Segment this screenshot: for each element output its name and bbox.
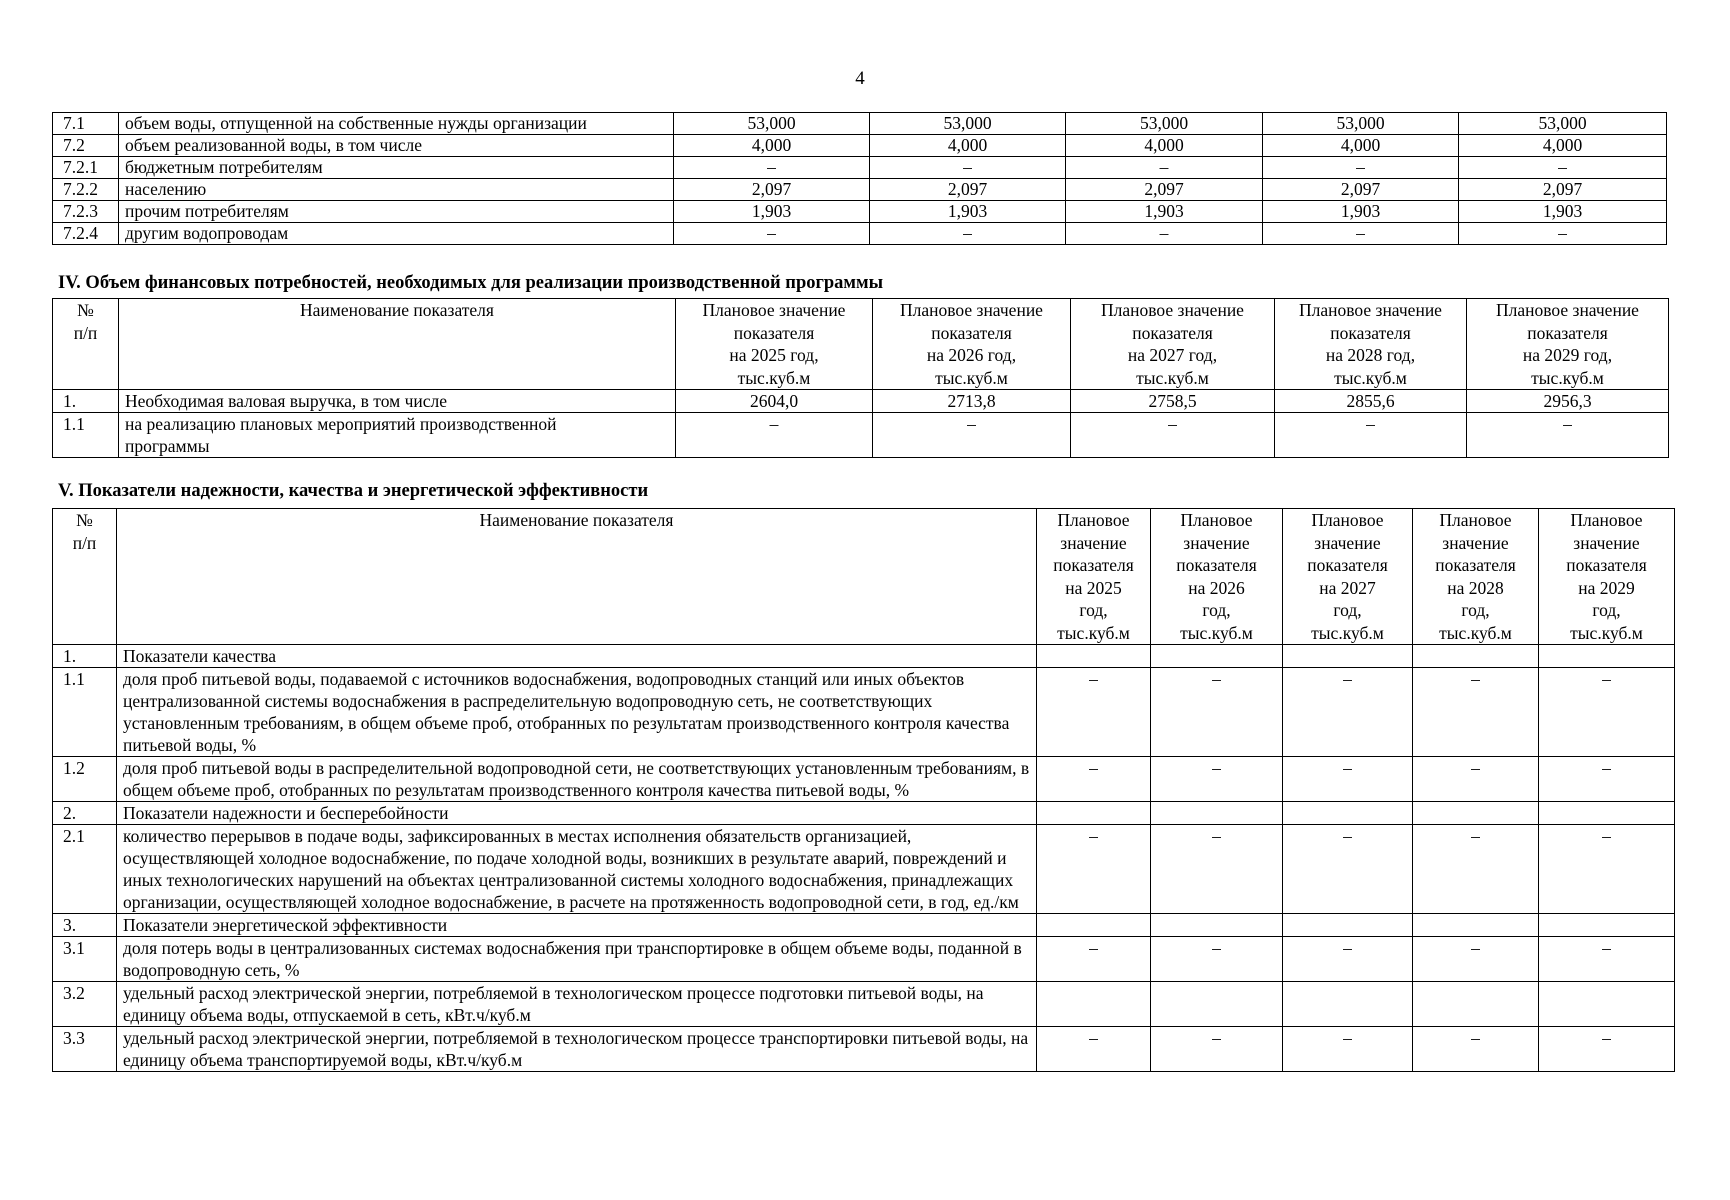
row-value: – bbox=[1071, 413, 1275, 458]
row-value: 1,903 bbox=[1459, 201, 1667, 223]
row-number: 7.2.4 bbox=[53, 223, 119, 245]
row-value bbox=[1283, 982, 1413, 1027]
table-row bbox=[53, 157, 1667, 179]
row-name: бюджетным потребителям bbox=[119, 157, 674, 179]
row-number: 7.2.1 bbox=[53, 157, 119, 179]
table-row bbox=[53, 757, 1675, 802]
row-value: – bbox=[674, 157, 870, 179]
row-value: – bbox=[1283, 757, 1413, 802]
row-number: 1.1 bbox=[53, 413, 119, 458]
table-row bbox=[53, 825, 1675, 914]
table-row bbox=[53, 668, 1675, 757]
row-value: 4,000 bbox=[1459, 135, 1667, 157]
row-value: – bbox=[1539, 825, 1675, 914]
row-value: – bbox=[1066, 157, 1263, 179]
row-value: – bbox=[1413, 757, 1539, 802]
row-number: 7.1 bbox=[53, 113, 119, 135]
row-value: – bbox=[1539, 937, 1675, 982]
table-row bbox=[53, 113, 1667, 135]
row-value: 53,000 bbox=[674, 113, 870, 135]
header-year: Плановое значение показателя на 2025 год, тыс.куб.м bbox=[1037, 509, 1151, 645]
row-value: 53,000 bbox=[870, 113, 1066, 135]
row-value: – bbox=[1151, 1027, 1283, 1072]
row-name: удельный расход электрической энергии, потребляемой в технологическом процессе транспортировки питьевой воды, на единицу объема транспортируемой воды, кВт.ч/куб.м bbox=[117, 1027, 1037, 1072]
table-row bbox=[53, 982, 1675, 1027]
row-name: объем реализованной воды, в том числе bbox=[119, 135, 674, 157]
row-value bbox=[1151, 645, 1283, 668]
table-row bbox=[53, 645, 1675, 668]
table-header-row bbox=[53, 299, 1669, 390]
row-value: 2956,3 bbox=[1467, 390, 1669, 413]
row-value: – bbox=[870, 157, 1066, 179]
row-value bbox=[1539, 914, 1675, 937]
row-value bbox=[1413, 914, 1539, 937]
row-value: – bbox=[1539, 757, 1675, 802]
header-year: Плановое значение показателя на 2026 год, тыс.куб.м bbox=[1151, 509, 1283, 645]
row-number: 7.2.2 bbox=[53, 179, 119, 201]
row-value: – bbox=[1413, 937, 1539, 982]
row-name: Показатели надежности и бесперебойности bbox=[117, 802, 1037, 825]
header-name: Наименование показателя bbox=[117, 509, 1037, 645]
row-value: – bbox=[674, 223, 870, 245]
row-value: – bbox=[1037, 757, 1151, 802]
header-name: Наименование показателя bbox=[119, 299, 676, 390]
row-number: 1.1 bbox=[53, 668, 117, 757]
row-value: 2,097 bbox=[1263, 179, 1459, 201]
row-value bbox=[1539, 982, 1675, 1027]
row-name: доля проб питьевой воды, подаваемой с источников водоснабжения, водопроводных станций или иных объектов централизованной системы водоснабжения в распределительную водопроводную сеть, не соответствующих установленным требованиям, в общем объеме проб, отобранных по результатам производственного контроля качества питьевой воды, % bbox=[117, 668, 1037, 757]
row-value bbox=[1413, 645, 1539, 668]
page-number: 4 bbox=[855, 68, 865, 89]
row-number: 1. bbox=[53, 645, 117, 668]
table-row bbox=[53, 413, 1669, 458]
row-value: – bbox=[676, 413, 873, 458]
table-header-row bbox=[53, 509, 1675, 645]
row-value: – bbox=[1151, 937, 1283, 982]
row-value: 1,903 bbox=[1263, 201, 1459, 223]
row-value: – bbox=[873, 413, 1071, 458]
row-value: – bbox=[1037, 1027, 1151, 1072]
row-value: – bbox=[870, 223, 1066, 245]
row-name: другим водопроводам bbox=[119, 223, 674, 245]
row-value: 2,097 bbox=[1066, 179, 1263, 201]
row-name: населению bbox=[119, 179, 674, 201]
row-number: 3.3 bbox=[53, 1027, 117, 1072]
row-name: удельный расход электрической энергии, потребляемой в технологическом процессе подготовки питьевой воды, на единицу объема воды, отпускаемой в сеть, кВт.ч/куб.м bbox=[117, 982, 1037, 1027]
row-value: – bbox=[1151, 825, 1283, 914]
financial-needs-table bbox=[52, 298, 1669, 458]
row-value bbox=[1283, 914, 1413, 937]
row-value: – bbox=[1066, 223, 1263, 245]
row-value bbox=[1283, 802, 1413, 825]
row-number: 2. bbox=[53, 802, 117, 825]
header-year: Плановое значение показателя на 2027 год, тыс.куб.м bbox=[1071, 299, 1275, 390]
table-row bbox=[53, 223, 1667, 245]
row-value: 2758,5 bbox=[1071, 390, 1275, 413]
row-value: 2713,8 bbox=[873, 390, 1071, 413]
header-year: Плановое значение показателя на 2025 год, тыс.куб.м bbox=[676, 299, 873, 390]
table-row bbox=[53, 179, 1667, 201]
row-value: 2604,0 bbox=[676, 390, 873, 413]
row-value: – bbox=[1283, 825, 1413, 914]
row-name: прочим потребителям bbox=[119, 201, 674, 223]
row-value: 1,903 bbox=[674, 201, 870, 223]
row-name: объем воды, отпущенной на собственные нужды организации bbox=[119, 113, 674, 135]
row-value: 2,097 bbox=[1459, 179, 1667, 201]
row-number: 1. bbox=[53, 390, 119, 413]
row-name: Показатели энергетической эффективности bbox=[117, 914, 1037, 937]
row-value: – bbox=[1467, 413, 1669, 458]
row-value: – bbox=[1413, 825, 1539, 914]
row-value bbox=[1151, 802, 1283, 825]
row-number: 2.1 bbox=[53, 825, 117, 914]
row-value: 53,000 bbox=[1459, 113, 1667, 135]
row-value: – bbox=[1037, 937, 1151, 982]
row-value: – bbox=[1413, 1027, 1539, 1072]
table-row bbox=[53, 802, 1675, 825]
row-name: доля потерь воды в централизованных системах водоснабжения при транспортировке в общем объеме воды, поданной в водопроводную сеть, % bbox=[117, 937, 1037, 982]
row-value: – bbox=[1037, 668, 1151, 757]
header-year: Плановое значение показателя на 2028 год, тыс.куб.м bbox=[1275, 299, 1467, 390]
row-value: 1,903 bbox=[1066, 201, 1263, 223]
row-value: – bbox=[1275, 413, 1467, 458]
reliability-quality-table bbox=[52, 508, 1675, 1072]
row-value: – bbox=[1459, 223, 1667, 245]
section-4-title: IV. Объем финансовых потребностей, необходимых для реализации производственной программы bbox=[58, 273, 884, 293]
row-value bbox=[1151, 982, 1283, 1027]
row-value: 4,000 bbox=[1263, 135, 1459, 157]
row-value: – bbox=[1459, 157, 1667, 179]
row-value: 1,903 bbox=[870, 201, 1066, 223]
header-year: Плановое значение показателя на 2028 год, тыс.куб.м bbox=[1413, 509, 1539, 645]
row-name: на реализацию плановых мероприятий производственной программы bbox=[119, 413, 676, 458]
row-number: 1.2 bbox=[53, 757, 117, 802]
row-value: 4,000 bbox=[1066, 135, 1263, 157]
row-value: – bbox=[1263, 157, 1459, 179]
row-value: – bbox=[1263, 223, 1459, 245]
row-value: 4,000 bbox=[674, 135, 870, 157]
table-row bbox=[53, 390, 1669, 413]
row-value: – bbox=[1413, 668, 1539, 757]
row-value bbox=[1283, 645, 1413, 668]
row-name: количество перерывов в подаче воды, зафиксированных в местах исполнения обязательств организацией, осуществляющей холодное водоснабжение, по подаче холодной воды, возникших в результате аварий, повреждений и иных технологических нарушений на объектах централизованной системы холодного водоснабжения, принадлежащих организации, осуществляющей холодное водоснабжение, в расчете на протяженность водопроводной сети, в год, ед./км bbox=[117, 825, 1037, 914]
header-year: Плановое значение показателя на 2029 год, тыс.куб.м bbox=[1467, 299, 1669, 390]
row-value: – bbox=[1151, 668, 1283, 757]
table-row bbox=[53, 1027, 1675, 1072]
row-value bbox=[1037, 982, 1151, 1027]
row-value: – bbox=[1037, 825, 1151, 914]
row-value: – bbox=[1283, 1027, 1413, 1072]
row-value bbox=[1539, 802, 1675, 825]
header-year: Плановое значение показателя на 2029 год, тыс.куб.м bbox=[1539, 509, 1675, 645]
table-row bbox=[53, 937, 1675, 982]
section-5-title: V. Показатели надежности, качества и энергетической эффективности bbox=[58, 481, 649, 501]
row-value bbox=[1413, 982, 1539, 1027]
row-value: – bbox=[1283, 668, 1413, 757]
row-number: 3. bbox=[53, 914, 117, 937]
row-number: 3.1 bbox=[53, 937, 117, 982]
row-value bbox=[1151, 914, 1283, 937]
row-number: 3.2 bbox=[53, 982, 117, 1027]
row-value: – bbox=[1539, 668, 1675, 757]
row-value: 2,097 bbox=[870, 179, 1066, 201]
row-value: – bbox=[1539, 1027, 1675, 1072]
row-value: 4,000 bbox=[870, 135, 1066, 157]
row-value: – bbox=[1151, 757, 1283, 802]
water-volume-table bbox=[52, 112, 1667, 245]
row-value bbox=[1413, 802, 1539, 825]
header-year: Плановое значение показателя на 2026 год, тыс.куб.м bbox=[873, 299, 1071, 390]
row-name: доля проб питьевой воды в распределительной водопроводной сети, не соответствующих установленным требованиям, в общем объеме проб, отобранных по результатам производственного контроля качества питьевой воды, % bbox=[117, 757, 1037, 802]
row-value bbox=[1037, 914, 1151, 937]
row-value bbox=[1539, 645, 1675, 668]
table-row bbox=[53, 914, 1675, 937]
row-value bbox=[1037, 802, 1151, 825]
row-value bbox=[1037, 645, 1151, 668]
row-value: 53,000 bbox=[1263, 113, 1459, 135]
row-number: 7.2.3 bbox=[53, 201, 119, 223]
header-num: № п/п bbox=[53, 509, 117, 645]
header-year: Плановое значение показателя на 2027 год, тыс.куб.м bbox=[1283, 509, 1413, 645]
row-name: Показатели качества bbox=[117, 645, 1037, 668]
table-row bbox=[53, 135, 1667, 157]
row-value: 53,000 bbox=[1066, 113, 1263, 135]
row-value: 2,097 bbox=[674, 179, 870, 201]
header-num: № п/п bbox=[53, 299, 119, 390]
row-value: – bbox=[1283, 937, 1413, 982]
table-row bbox=[53, 201, 1667, 223]
row-name: Необходимая валовая выручка, в том числе bbox=[119, 390, 676, 413]
row-value: 2855,6 bbox=[1275, 390, 1467, 413]
row-number: 7.2 bbox=[53, 135, 119, 157]
